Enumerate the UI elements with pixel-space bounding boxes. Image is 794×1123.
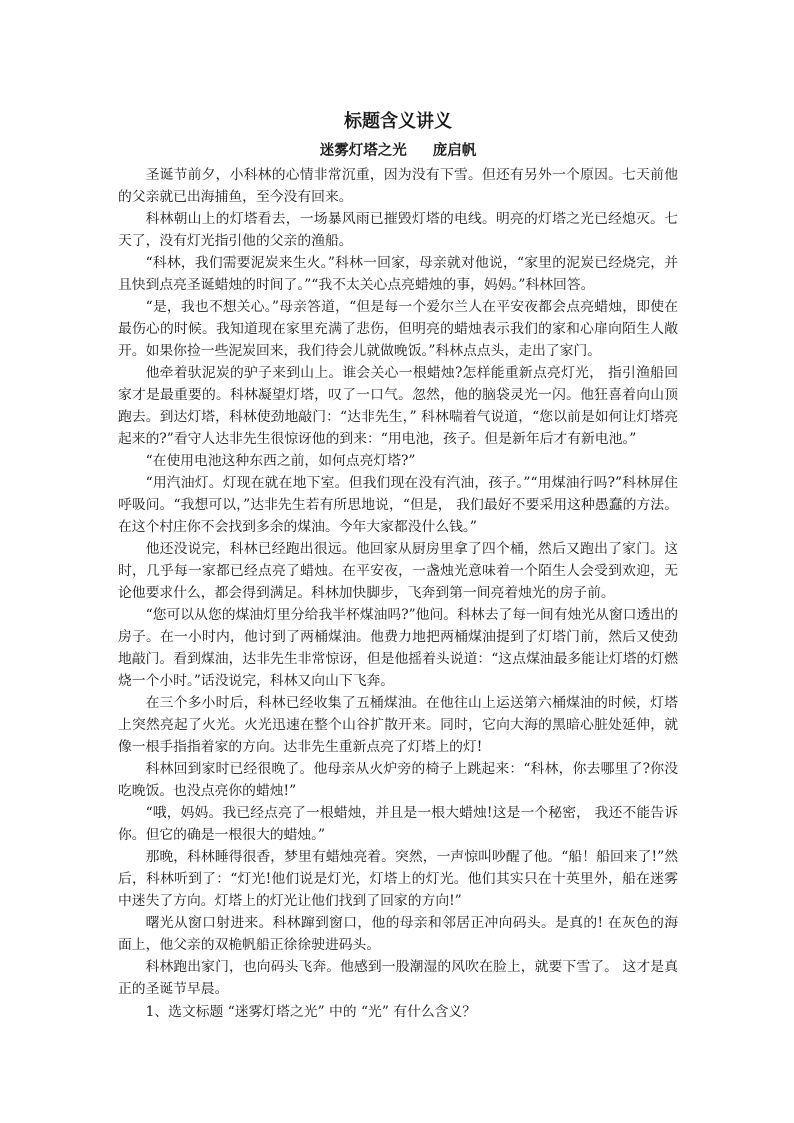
paragraph: 曙光从窗口射进来。科林蹿到窗口，他的母亲和邻居正冲向码头。是真的! 在灰色的海面上，他父亲的双桅帆船正徐徐驶进码头。 xyxy=(118,915,678,953)
paragraph: 在三个多小时后，科林已经收集了五桶煤油。在他往山上运送第六桶煤油的时候，灯塔上突然亮起了火光。火光迅速在整个山谷扩散开来。同时，它向大海的黑暗心脏处延伸，就像一根手指指着家的方向。达非先生重新点亮了灯塔上的灯! xyxy=(118,695,678,755)
paragraph: 那晚，科林睡得很香，梦里有蜡烛亮着。突然，一声惊叫吵醒了他。“船！船回来了!”然后，科林听到了：“灯光!他们说是灯光，灯塔上的灯光。他们其实只在十英里外，船在迷雾中迷失了方向。灯塔上的灯光让他们找到了回家的方向!” xyxy=(118,849,678,909)
paragraph: “哦，妈妈。我已经点亮了一根蜡烛，并且是一根大蜡烛!这是一个秘密， 我还不能告诉你。但它的确是一根很大的蜡烛。” xyxy=(118,805,678,843)
document-title: 标题含义讲义 xyxy=(344,111,452,132)
paragraph: “在使用电池这种东西之前，如何点亮灯塔?” xyxy=(145,453,416,469)
paragraph: “您可以从您的煤油灯里分给我半杯煤油吗?”他问。科林去了每一间有烛光从窗口透出的房子。在一小时内，他讨到了两桶煤油。他费力地把两桶煤油提到了灯塔门前，然后又使劲地敲门。看到煤油，达非先生非常惊讶，但是他摇着头说道：“这点煤油最多能让灯塔的灯燃烧一个小时。”话没说完，科林又向山下飞奔。 xyxy=(118,607,678,689)
paragraph: 科林朝山上的灯塔看去，一场暴风雨已摧毁灯塔的电线。明亮的灯塔之光已经熄灭。七天了，没有灯光指引他的父亲的渔船。 xyxy=(118,211,678,249)
story-title: 迷雾灯塔之光 xyxy=(319,142,407,159)
paragraph: “用汽油灯。灯现在就在地下室。但我们现在没有汽油，孩子。”“用煤油行吗?”科林屏住呼吸问。“我想可以，”达非先生若有所思地说，“但是， 我们最好不要采用这种愚蠢的方法。在这个村庄你不会找到多余的煤油。今年大家都没什么钱。” xyxy=(118,475,678,535)
document-body xyxy=(118,108,678,1023)
story-heading xyxy=(118,140,678,162)
paragraph: “科林，我们需要泥炭来生火。”科林一回家，母亲就对他说，“家里的泥炭已经烧完，并且快到点亮圣诞蜡烛的时间了。”“我不太关心点亮蜡烛的事，妈妈。”科林回答。 xyxy=(118,255,678,293)
story-text xyxy=(118,164,678,1000)
paragraph: 他还没说完，科林已经跑出很远。他回家从厨房里拿了四个桶，然后又跑出了家门。这时，几乎每一家都已经点亮了蜡烛。在平安夜，一盏烛光意味着一个陌生人会受到欢迎，无论他要求什么，都会得到满足。科林加快脚步，飞奔到第一间亮着烛光的房子前。 xyxy=(118,541,678,601)
paragraph: “是，我也不想关心。”母亲答道，“但是每一个爱尔兰人在平安夜都会点亮蜡烛，即使在最伤心的时候。我知道现在家里充满了悲伤，但明亮的蜡烛表示我们的家和心扉向陌生人敞开。如果你捡一些泥炭回来，我们待会儿就做晚饭。”科林点点头，走出了家门。 xyxy=(118,299,678,359)
paragraph: 科林回到家时已经很晚了。他母亲从火炉旁的椅子上跳起来：“科林，你去哪里了?你没吃晚饭。也没点亮你的蜡烛!” xyxy=(118,761,678,799)
question-1: 1、选文标题 “迷雾灯塔之光” 中的 “光” 有什么含义？ xyxy=(145,1004,477,1020)
paragraph: 科林跑出家门，也向码头飞奔。他感到一股潮湿的风吹在脸上，就要下雪了。 这才是真正的圣诞节早晨。 xyxy=(118,959,678,997)
paragraph: 圣诞节前夕，小科林的心情非常沉重，因为没有下雪。但还有另外一个原因。七天前他的父亲就已出海捕鱼，至今没有回来。 xyxy=(118,167,678,205)
story-author: 庞启帆 xyxy=(432,142,477,159)
paragraph: 他牵着驮泥炭的驴子来到山上。谁会关心一根蜡烛?怎样能重新点亮灯光， 指引渔船回家才是最重要的。科林凝望灯塔，叹了一口气。忽然，他的脑袋灵光一闪。他狂喜着向山顶跑去。到达灯塔，科林使劲地敲门：“达非先生，” 科林喘着气说道，“您以前是如何让灯塔亮起来的?”看守人达非先生很惊讶他的到来：“用电池，孩子。但是新年后才有新电池。” xyxy=(118,365,678,447)
